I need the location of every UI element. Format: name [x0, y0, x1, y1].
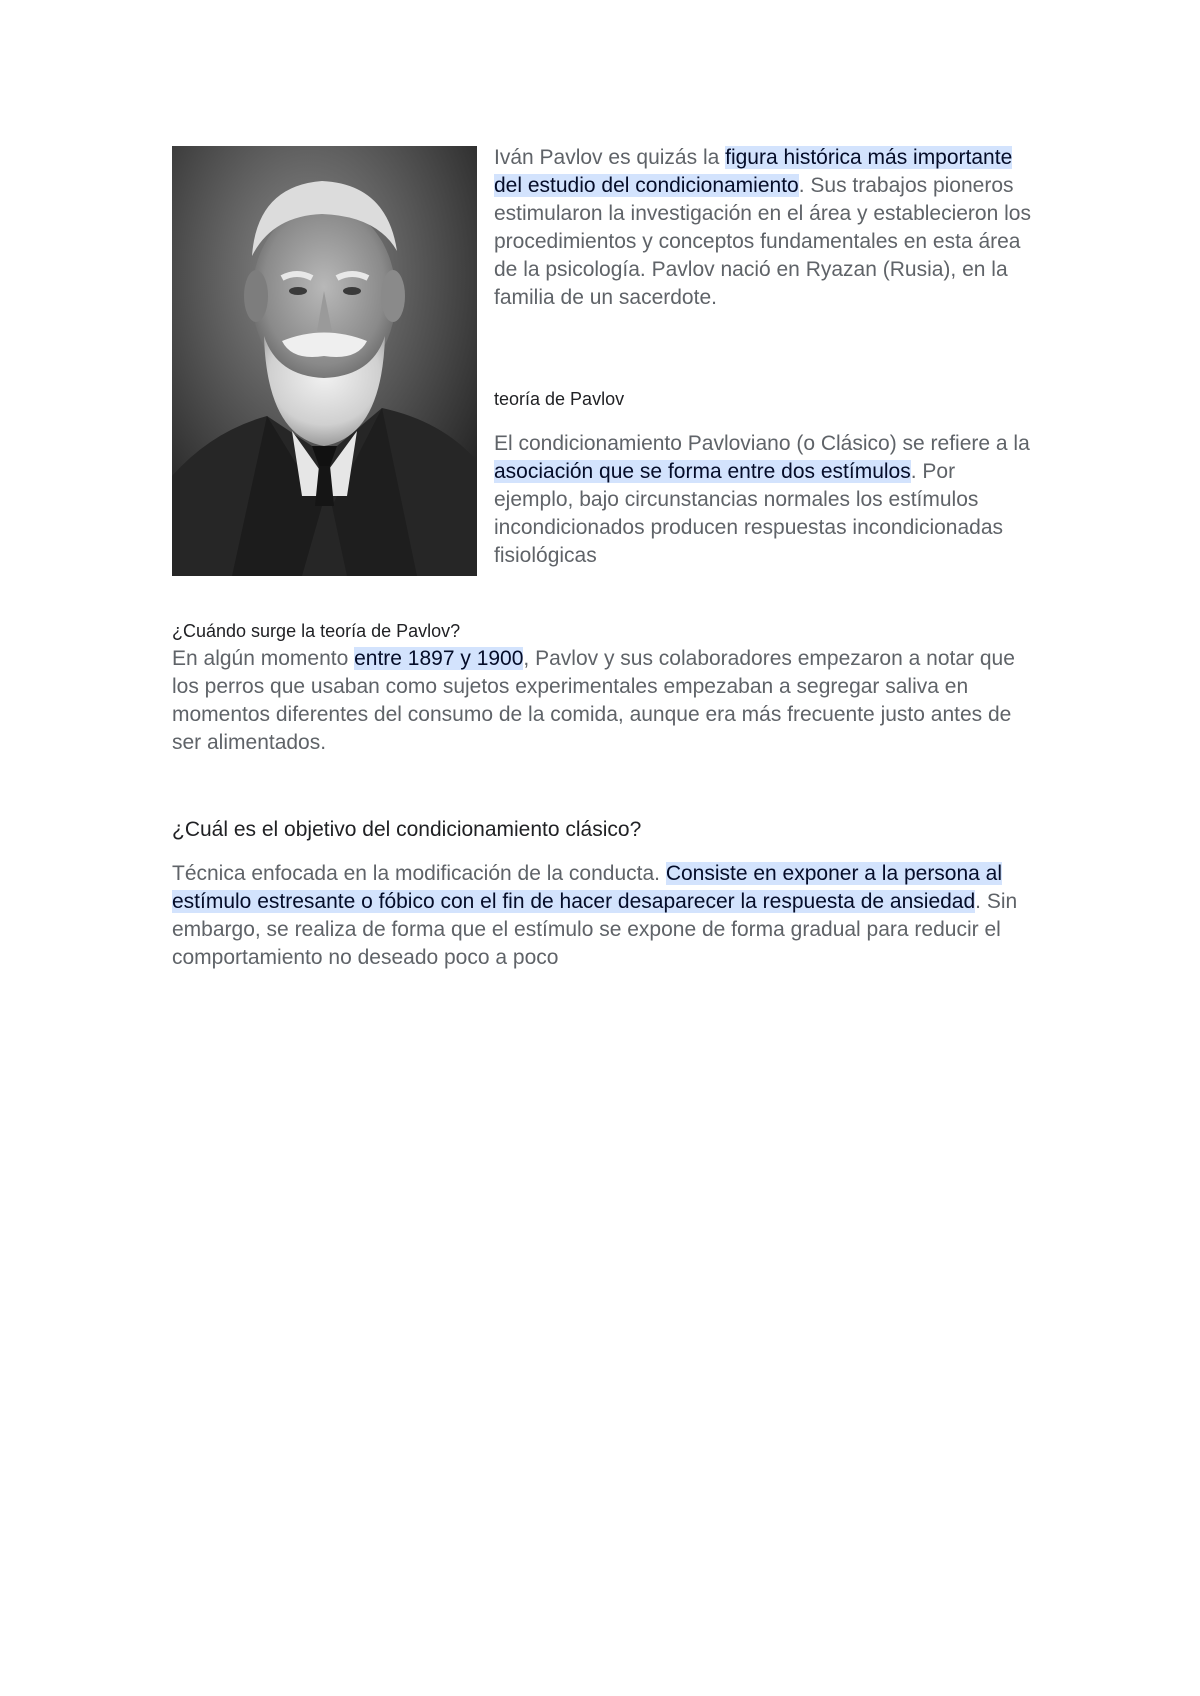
intro-paragraph: [494, 144, 1039, 312]
intro-highlight: figura histórica más importante del estudio del condicionamiento: [494, 146, 1013, 197]
answer-when-highlight: entre 1897 y 1900: [354, 647, 524, 670]
section-subtitle: teoría de Pavlov: [494, 389, 625, 409]
answer-objective-paragraph: [172, 860, 1042, 972]
question-objective-heading: ¿Cuál es el objetivo del condicionamiento clásico?: [172, 818, 642, 841]
answer-objective-text-end: . Sin embargo, se realiza de forma que el estímulo se expone de forma gradual para reducir el comportamiento no deseado poco a poco: [172, 890, 1018, 969]
answer-when-text-start: En algún momento: [172, 647, 355, 670]
answer-objective-highlight: Consiste en exponer a la persona al estímulo estresante o fóbico con el fin de hacer desaparecer la respuesta de ansiedad: [172, 862, 1003, 913]
intro-text-start: Iván Pavlov es quizás la: [494, 146, 726, 169]
question-when-heading: ¿Cuándo surge la teoría de Pavlov?: [172, 621, 461, 641]
answer-when-text-end: , Pavlov y sus colaboradores empezaron a notar que los perros que usaban como sujetos experimentales empezaban a segregar saliva en momentos diferentes del consumo de la comida, aunque era más frecuente justo antes de ser alimentados.: [172, 647, 1015, 754]
answer-objective-text-start: Técnica enfocada en la modificación de la conducta.: [172, 862, 666, 885]
definition-text-end: . Por ejemplo, bajo circunstancias normales los estímulos incondicionados producen respuestas incondicionadas fisiológicas: [494, 460, 1004, 567]
answer-when-paragraph: [172, 645, 1042, 757]
intro-text-end: . Sus trabajos pioneros estimularon la investigación en el área y establecieron los procedimientos y conceptos fundamentales en esta área de la psicología. Pavlov nació en Ryazan (Rusia), en la familia de un sacerdote.: [494, 174, 1031, 309]
definition-paragraph: [494, 430, 1039, 570]
definition-highlight: asociación que se forma entre dos estímulos: [494, 460, 911, 483]
definition-text-start: El condicionamiento Pavloviano (o Clásico) se refiere a la: [494, 432, 1030, 455]
pavlov-portrait-image: [172, 146, 477, 576]
